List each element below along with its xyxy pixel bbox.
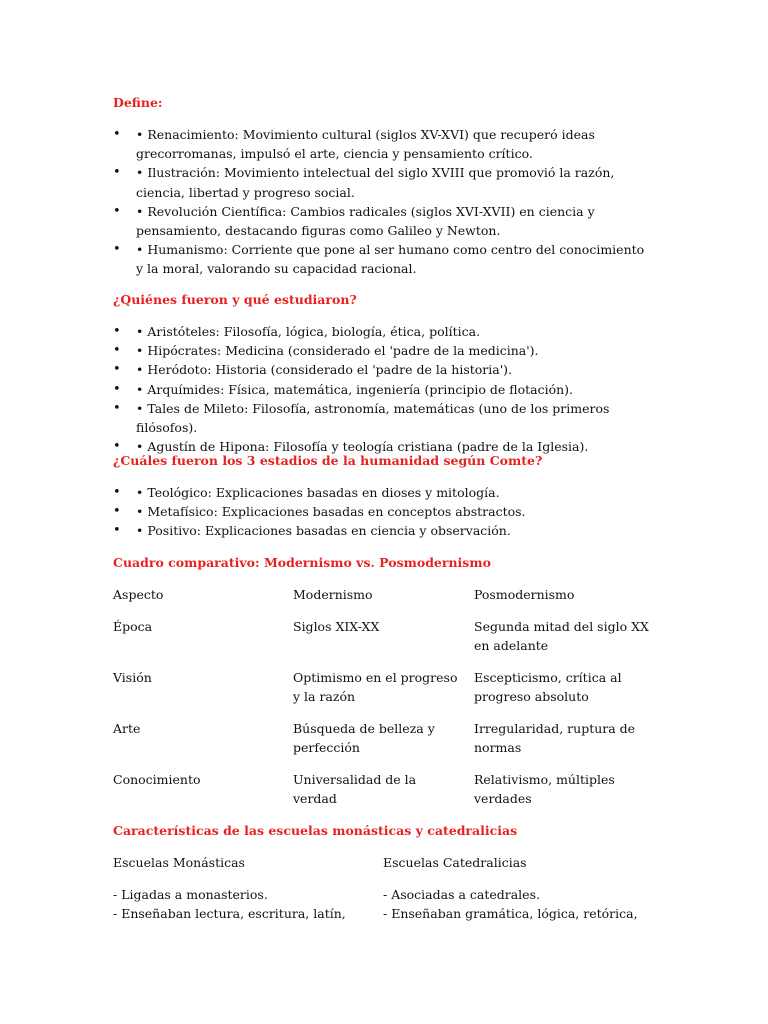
list-item: • • Hipócrates: Medicina (considerado el 'padre de la medicina'). xyxy=(113,341,653,360)
list-item: • • Metafísico: Explicaciones basadas en conceptos abstractos. xyxy=(113,502,653,521)
quienes-heading: ¿Quiénes fueron y qué estudiaron? xyxy=(113,292,357,307)
list-item: • • Arquímides: Física, matemática, ingeniería (principio de flotación). xyxy=(113,380,653,399)
list-item: • • Aristóteles: Filosofía, lógica, biología, ética, política. xyxy=(113,322,653,341)
table-cell: Universalidad de la verdad xyxy=(293,772,417,807)
table-cell: Relativismo, múltiples verdades xyxy=(474,772,615,807)
escuelas-heading: Características de las escuelas monásticas y catedralicias xyxy=(113,823,518,838)
table-cell: Conocimiento xyxy=(113,772,201,787)
list-item: • • Agustín de Hipona: Filosofía y teología cristiana (padre de la Iglesia). xyxy=(113,437,653,456)
table-header-cell: Escuelas Monásticas xyxy=(113,855,245,870)
define-heading: Define: xyxy=(113,95,163,110)
table-header-cell: Modernismo xyxy=(293,587,373,602)
bullet-icon: • xyxy=(113,485,121,500)
bullet-icon: • xyxy=(113,504,121,520)
bullet-icon: • xyxy=(113,523,121,539)
bullet-icon: • xyxy=(113,203,121,219)
quienes-list xyxy=(113,322,653,456)
table-header-cell: Posmodernismo xyxy=(474,587,575,602)
table-cell: - Asociadas a catedrales. xyxy=(383,887,540,902)
comte-heading: ¿Cuáles fueron los 3 estadios de la humanidad según Comte? xyxy=(113,453,543,468)
bullet-icon: • xyxy=(113,381,121,397)
table-cell: - Ligadas a monasterios. xyxy=(113,887,268,902)
table-cell: - Enseñaban lectura, escritura, latín, xyxy=(113,906,346,921)
define-list xyxy=(113,125,653,279)
table-header-cell: Escuelas Catedralicias xyxy=(383,855,527,870)
bullet-icon: • xyxy=(113,362,121,378)
list-item: • • Teológico: Explicaciones basadas en dioses y mitología. xyxy=(113,483,653,502)
table-header-cell: Aspecto xyxy=(113,587,164,602)
list-item: • • Revolución Científica: Cambios radicales (siglos XVI-XVII) en ciencia y pensamiento, destacando figuras como Galileo y Newton. xyxy=(113,203,595,239)
table-cell: - Enseñaban gramática, lógica, retórica, xyxy=(383,906,638,921)
bullet-icon: • xyxy=(113,400,121,416)
list-item: • • Ilustración: Movimiento intelectual del siglo XVIII que promovió la razón, ciencia, libertad y progreso social. xyxy=(113,165,615,200)
table-cell: Búsqueda de belleza y perfección xyxy=(293,721,435,756)
list-item: • • Heródoto: Historia (considerado el 'padre de la historia'). xyxy=(113,360,653,379)
bullet-icon: • xyxy=(113,165,121,181)
table-cell: Visión xyxy=(113,670,152,685)
list-item: • • Tales de Mileto: Filosofía, astronomía, matemáticas (uno de los primeros filósofos). xyxy=(113,400,610,436)
list-item: • • Positivo: Explicaciones basadas en ciencia y observación. xyxy=(113,521,653,540)
table-cell: Arte xyxy=(113,721,141,736)
bullet-icon: • xyxy=(113,324,121,339)
table-cell: Escepticismo, crítica al progreso absoluto xyxy=(474,670,622,705)
table-cell: Irregularidad, ruptura de normas xyxy=(474,721,636,756)
comte-list xyxy=(113,483,653,541)
list-item: • • Renacimiento: Movimiento cultural (siglos XV-XVI) que recuperó ideas grecorromanas, impulsó el arte, ciencia y pensamiento crítico. xyxy=(113,127,595,162)
table-cell: Segunda mitad del siglo XX en adelante xyxy=(474,619,649,654)
bullet-icon: • xyxy=(113,127,121,142)
table-cell: Época xyxy=(113,619,153,634)
list-item: • • Humanismo: Corriente que pone al ser humano como centro del conocimiento y la moral, valorando su capacidad racional. xyxy=(113,242,645,277)
table-cell: Siglos XIX-XX xyxy=(293,619,380,634)
bullet-icon: • xyxy=(113,439,121,455)
cuadro-heading: Cuadro comparativo: Modernismo vs. Posmodernismo xyxy=(113,555,491,570)
table-cell: Optimismo en el progreso y la razón xyxy=(293,670,458,705)
bullet-icon: • xyxy=(113,343,121,359)
bullet-icon: • xyxy=(113,242,121,258)
